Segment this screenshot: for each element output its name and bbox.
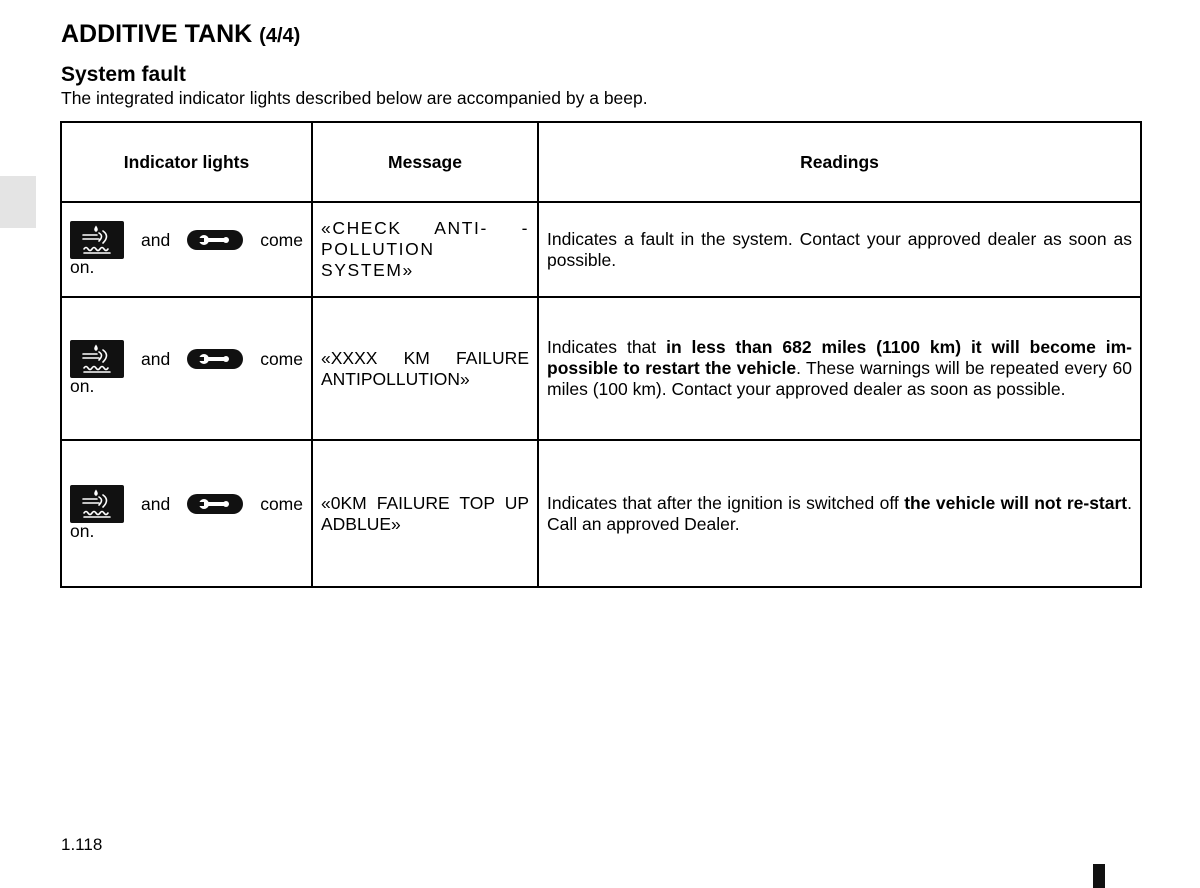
table-header-row <box>61 122 1141 202</box>
intro-paragraph: The integrated indicator lights described below are accompanied by a beep. <box>61 88 648 108</box>
service-wrench-icon <box>187 230 243 250</box>
indicator-cell <box>61 297 312 440</box>
on-text: on. <box>70 257 95 277</box>
connector-text: and <box>141 493 171 514</box>
header-message: Message <box>312 122 538 202</box>
adblue-tank-warning-icon <box>70 221 124 259</box>
indicator-table <box>60 121 1142 588</box>
table-row <box>61 297 1141 440</box>
header-indicator-lights: Indicator lights <box>61 122 312 202</box>
come-text: come <box>260 493 303 514</box>
reading-text-tail: . Call an approved Dealer. <box>547 492 1133 534</box>
adblue-tank-warning-icon <box>70 340 124 378</box>
reading-text: Indicates that after the ignition is switched off <box>547 492 905 513</box>
connector-text: and <box>141 229 171 250</box>
message-cell: «XXXX KM FAILURE ANTIPOLLUTION» <box>312 297 538 440</box>
table-row <box>61 202 1141 297</box>
reading-emphasis: the vehicle will not re-start <box>904 492 1128 513</box>
message-cell: «0KM FAILURE TOP UP ADBLUE» <box>312 440 538 587</box>
table-row <box>61 440 1141 587</box>
indicator-cell <box>61 440 312 587</box>
indicator-cell <box>61 202 312 297</box>
reading-text-tail: . These warnings will be repeated every 60 miles (100 km). Contact your approved dealer as soon as possible. <box>547 358 1132 399</box>
page-title-text: ADDITIVE TANK <box>61 20 253 48</box>
header-readings: Readings <box>538 122 1141 202</box>
service-wrench-icon <box>187 349 243 369</box>
reading-emphasis: in less than 682 miles (1100 km) it will become im-possible to restart the vehicle <box>547 337 1132 378</box>
chapter-tab-marker <box>0 176 36 228</box>
page-corner-mark <box>1093 864 1105 888</box>
reading-text: Indicates a fault in the system. Contact your approved dealer as soon as possible. <box>547 228 1132 270</box>
come-text: come <box>260 348 303 369</box>
reading-cell <box>538 440 1141 587</box>
service-wrench-icon <box>187 494 243 514</box>
page-title <box>61 18 300 52</box>
come-text: come <box>260 229 303 250</box>
message-cell: «CHECK ANTI- - POLLUTION SYSTEM» <box>312 202 538 297</box>
on-text: on. <box>70 521 95 541</box>
reading-cell <box>538 297 1141 440</box>
reading-cell <box>538 202 1141 297</box>
connector-text: and <box>141 348 171 369</box>
on-text: on. <box>70 376 95 396</box>
page-number: 1.118 <box>61 835 103 854</box>
adblue-tank-warning-icon <box>70 485 124 523</box>
section-heading: System fault <box>61 63 186 86</box>
reading-text: Indicates that <box>547 337 667 357</box>
page-title-part: (4/4) <box>259 25 301 47</box>
